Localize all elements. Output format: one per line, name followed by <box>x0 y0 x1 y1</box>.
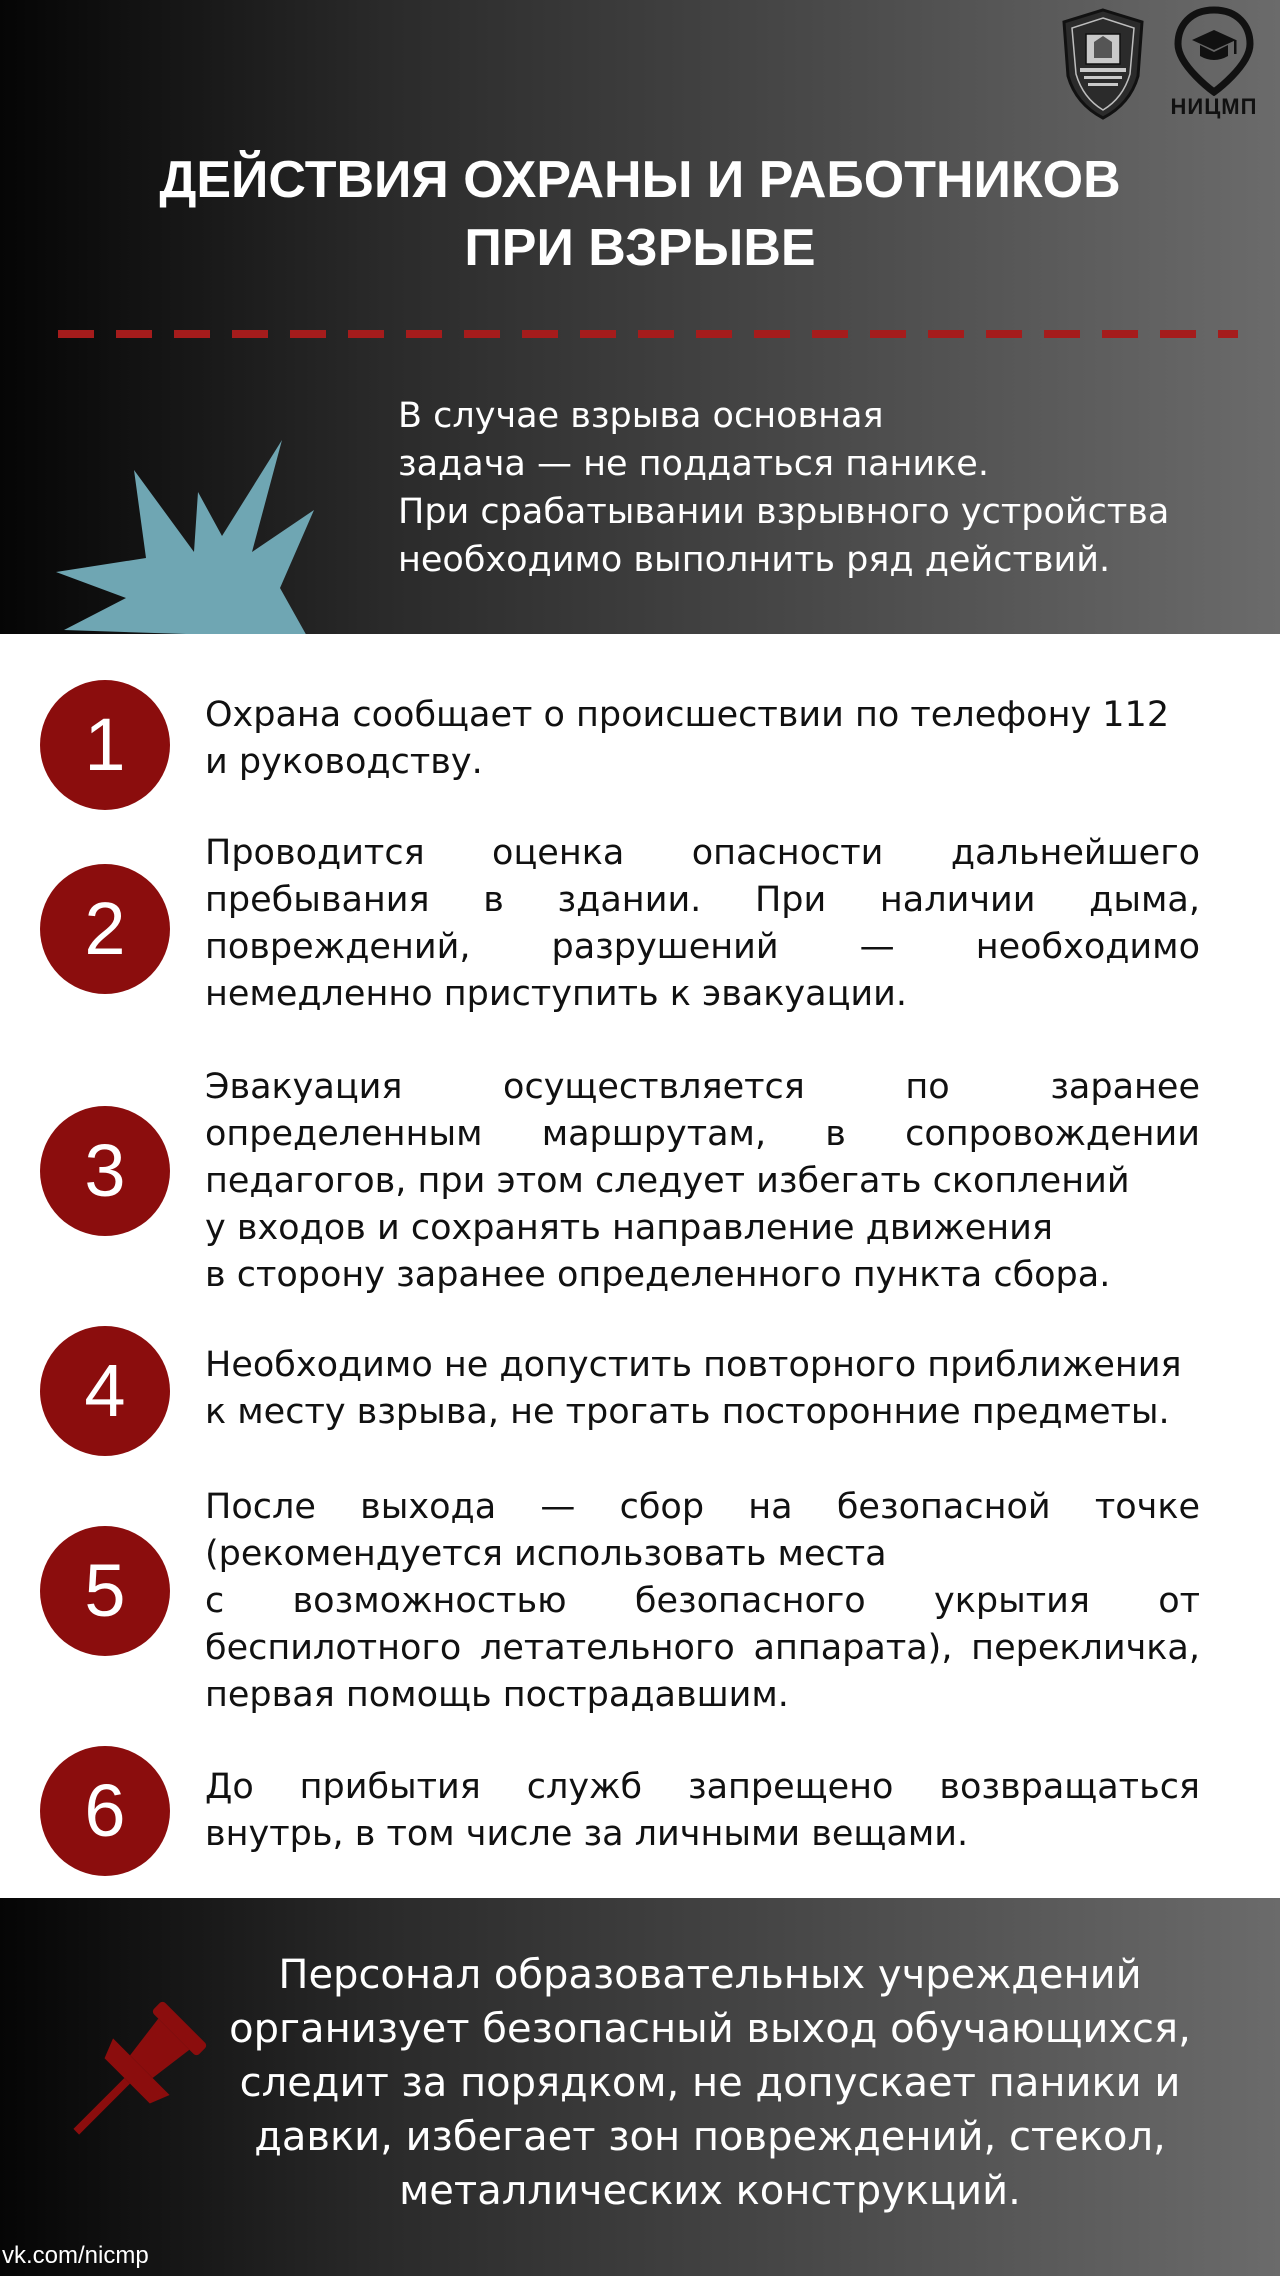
intro-text <box>398 392 1258 584</box>
explosion-burst-icon <box>56 410 326 634</box>
step-line: немедленно приступить к эвакуации. <box>205 974 908 1014</box>
step-line: беспилотного летательного аппарата), перекличка, <box>205 1628 1200 1668</box>
step-line: Проводится оценка опасности дальнейшего <box>205 833 1200 873</box>
vk-link[interactable]: vk.com/nicmp <box>2 2242 149 2269</box>
step-line: Охрана сообщает о происшествии по телефону 112 <box>205 695 1170 735</box>
step-line: После выхода — сбор на безопасной точке <box>205 1487 1200 1527</box>
step-line: внутрь, в том числе за личными вещами. <box>205 1814 969 1854</box>
intro-line: необходимо выполнить ряд действий. <box>398 540 1111 580</box>
header-banner <box>0 0 1280 634</box>
step-text <box>205 1764 1200 1858</box>
step-line: у входов и сохранять направление движения <box>205 1208 1053 1248</box>
footer-line: Персонал образовательных учреждений <box>278 1952 1142 1998</box>
step-line: в сторону заранее определенного пункта сбора. <box>205 1255 1111 1295</box>
push-pin-icon <box>50 1998 210 2158</box>
footer-line: давки, избегает зон повреждений, стекол, <box>254 2114 1166 2160</box>
logos <box>1058 6 1268 126</box>
step-line: Эвакуация осуществляется по заранее <box>205 1067 1200 1107</box>
step-number-badge: 3 <box>40 1106 170 1236</box>
step-line: повреждений, разрушений — необходимо <box>205 927 1200 967</box>
step-line: педагогов, при этом следует избегать скоплений <box>205 1161 1130 1201</box>
nicmp-logo <box>1164 6 1264 122</box>
graduation-cap-pin-icon <box>1164 6 1264 96</box>
step-number-badge: 2 <box>40 864 170 994</box>
step-line: (рекомендуется использовать места <box>205 1534 887 1574</box>
step-text <box>205 1064 1200 1299</box>
step-number-badge: 1 <box>40 680 170 810</box>
intro-line: При срабатывании взрывного устройства <box>398 492 1170 532</box>
title-line: ПРИ ВЗРЫВЕ <box>464 219 816 277</box>
step-line: До прибытия служб запрещено возвращаться <box>205 1767 1200 1807</box>
step-number-badge: 5 <box>40 1526 170 1656</box>
step-line: и руководству. <box>205 742 483 782</box>
intro-line: В случае взрыва основная <box>398 396 884 436</box>
intro-line: задача — не поддаться панике. <box>398 444 989 484</box>
step-line: с возможностью безопасного укрытия от <box>205 1581 1200 1621</box>
step-text <box>205 692 1200 786</box>
footer-line: организует безопасный выход обучающихся, <box>229 2006 1191 2052</box>
footer-text <box>200 1948 1220 2218</box>
step-line: определенным маршрутам, в сопровождении <box>205 1114 1200 1154</box>
footer-line: металлических конструкций. <box>399 2168 1021 2214</box>
step-line: к месту взрыва, не трогать посторонние предметы. <box>205 1392 1170 1432</box>
page-title <box>80 146 1200 282</box>
title-line: ДЕЙСТВИЯ ОХРАНЫ И РАБОТНИКОВ <box>159 151 1121 209</box>
dashed-divider <box>58 330 1238 338</box>
footer-banner <box>0 1898 1280 2276</box>
police-shield-emblem <box>1058 6 1148 122</box>
step-text <box>205 830 1200 1018</box>
footer-line: следит за порядком, не допускает паники и <box>239 2060 1181 2106</box>
step-line: Необходимо не допустить повторного приближения <box>205 1345 1182 1385</box>
step-line: первая помощь пострадавшим. <box>205 1675 789 1715</box>
step-number-badge: 6 <box>40 1746 170 1876</box>
step-text <box>205 1484 1200 1719</box>
step-text <box>205 1342 1200 1436</box>
step-line: пребывания в здании. При наличии дыма, <box>205 880 1200 920</box>
step-number-badge: 4 <box>40 1326 170 1456</box>
nicmp-logo-text: НИЦМП <box>1170 94 1258 119</box>
